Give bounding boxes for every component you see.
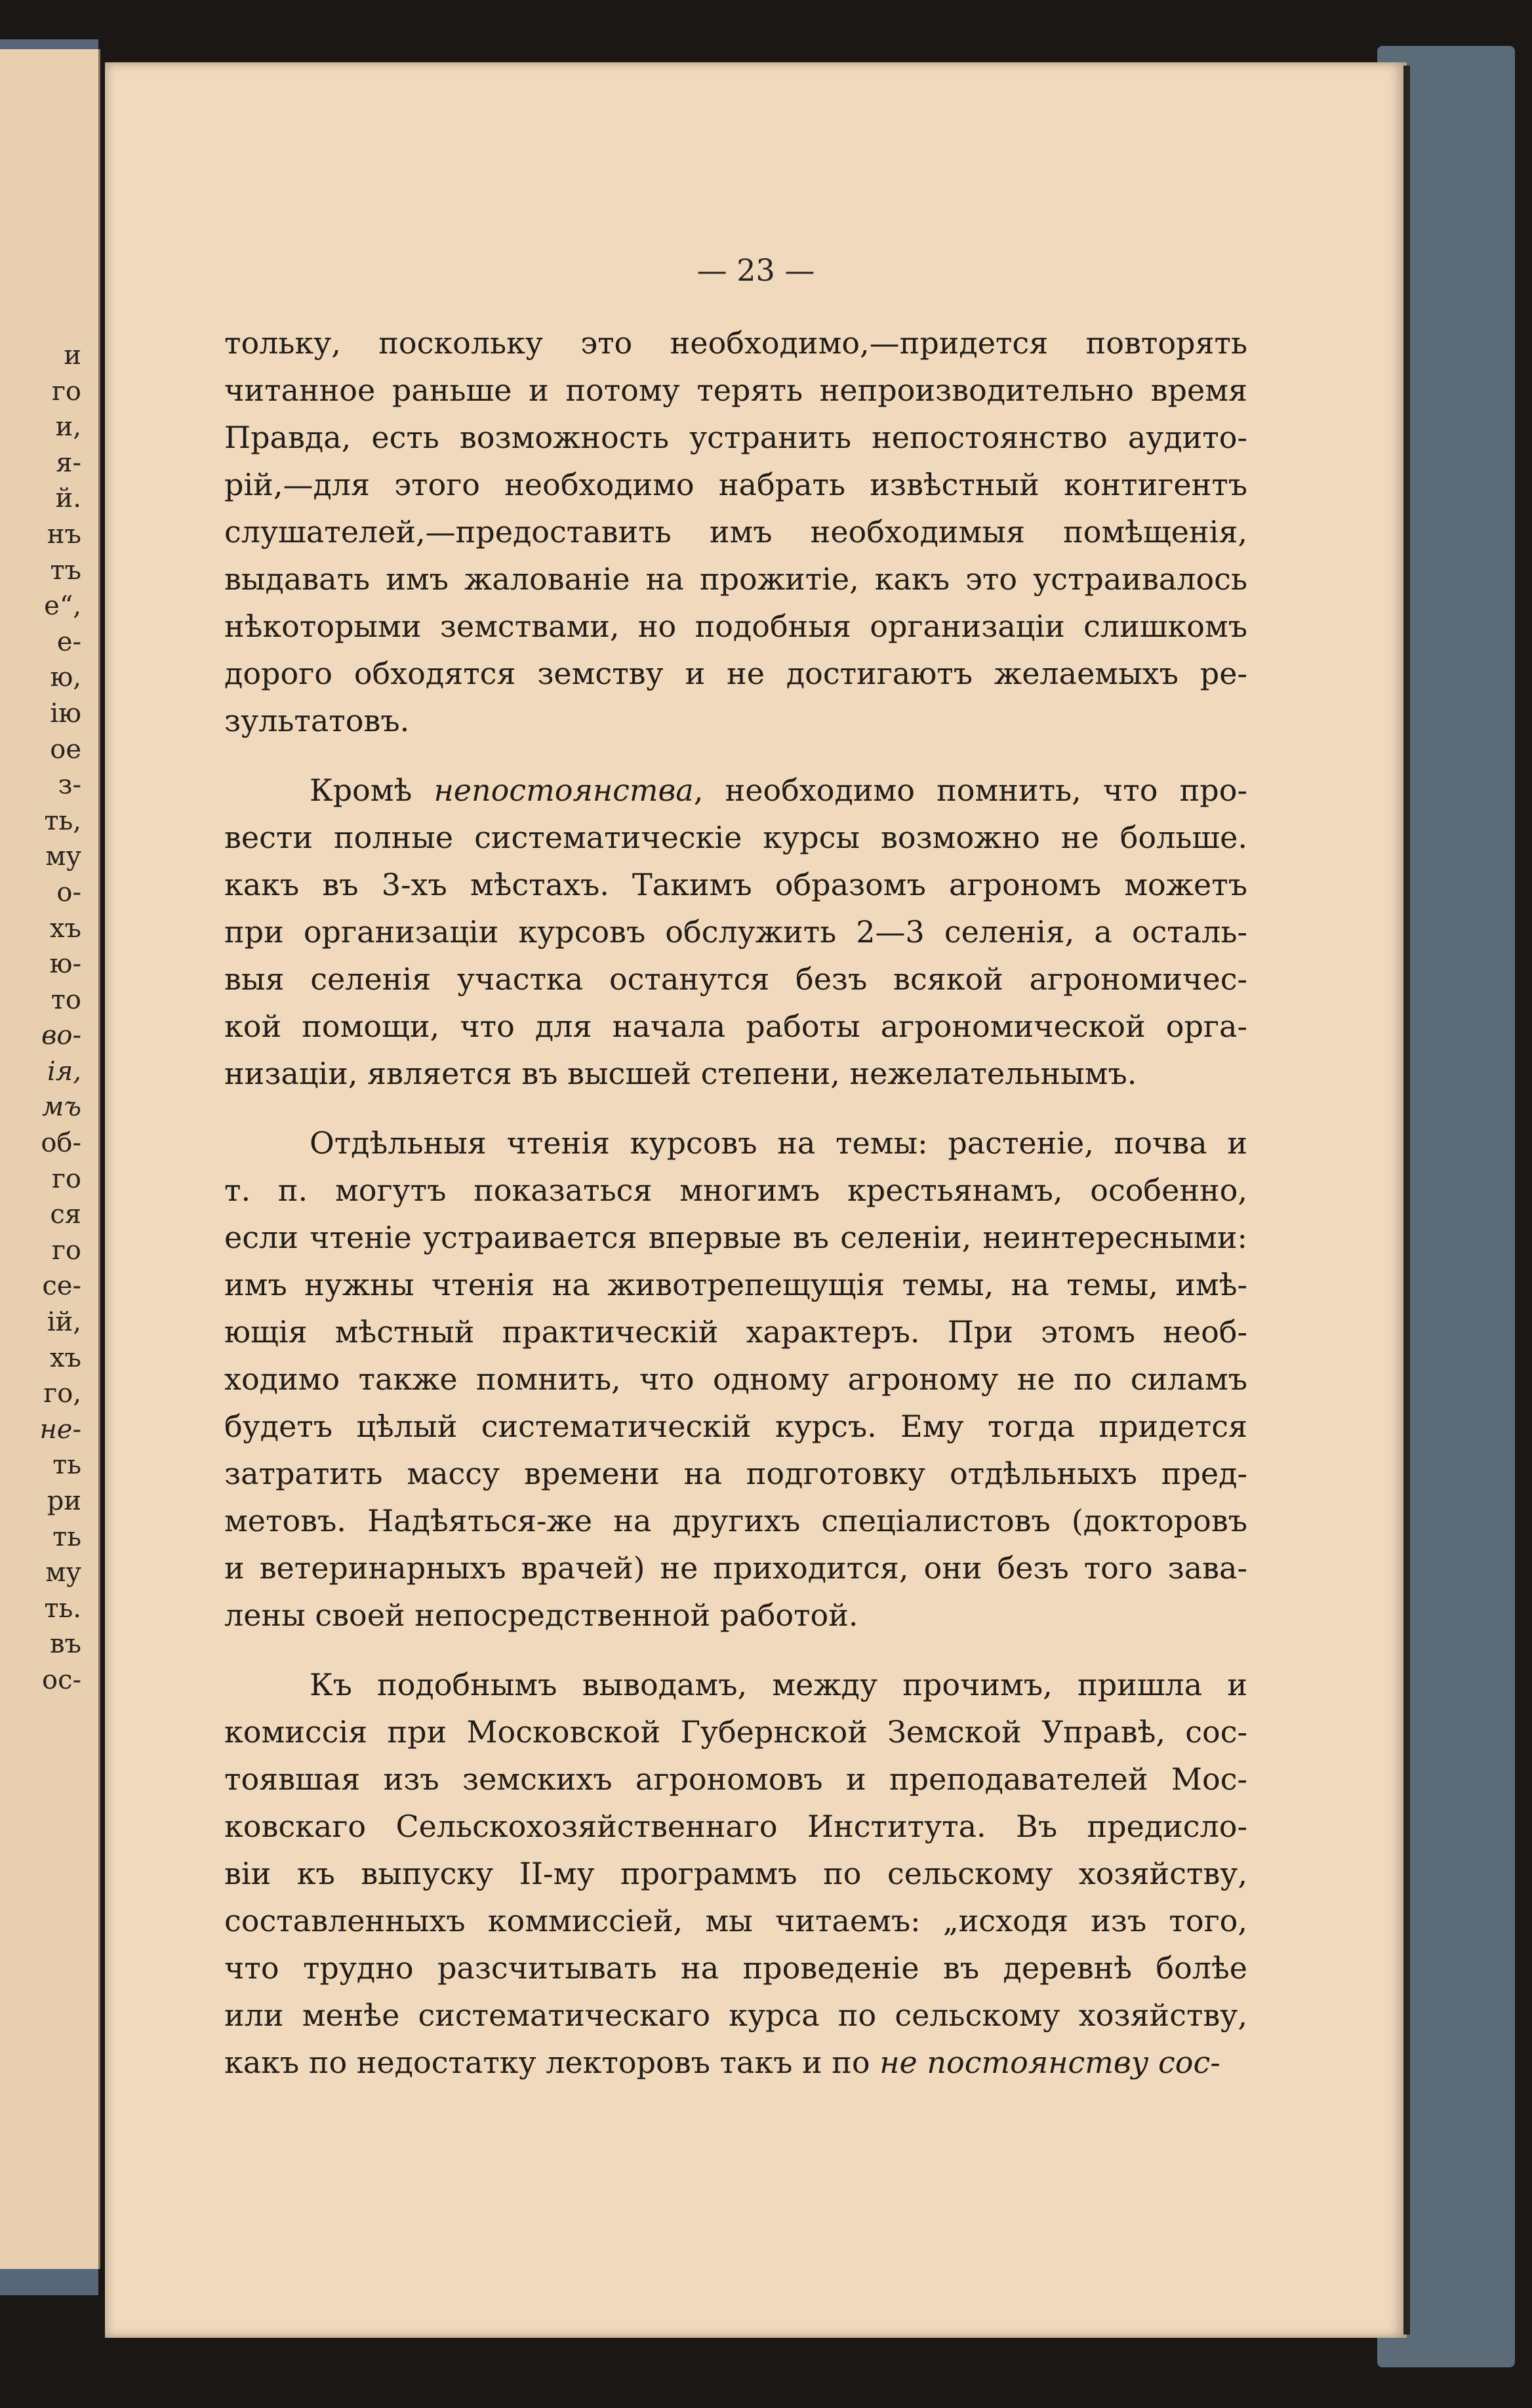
text-line: дорого обходятся земству и не достигаютъ желаемыхъ ре- <box>224 656 1247 691</box>
text-line: или менѣе систематическаго курса по сельскому хозяйству, <box>224 1997 1247 2033</box>
left-page-fragment: й. <box>55 483 81 514</box>
left-page-fragment: ть <box>52 1521 81 1552</box>
left-page-fragment: е“, <box>44 591 81 622</box>
left-page-fragment: е- <box>56 626 81 657</box>
left-page-fragment: не- <box>39 1414 81 1445</box>
text-line: выдавать имъ жалованіе на прожитіе, какъ это устраивалось <box>224 561 1247 597</box>
text-line: затратить массу времени на подготовку отдѣльныхъ пред- <box>224 1456 1247 1491</box>
left-page-fragment: и <box>64 340 81 371</box>
left-page-fragment: я- <box>56 447 81 478</box>
left-page-fragment: му <box>45 1557 81 1588</box>
text-line: низаціи, является въ высшей степени, нежелательнымъ. <box>224 1056 1137 1091</box>
left-page-fragment: ое <box>50 734 81 765</box>
text-line: слушателей,—предоставить имъ необходимыя помѣщенія, <box>224 514 1247 550</box>
left-page-fragment: ію <box>50 698 81 729</box>
left-page-fragment: об- <box>41 1128 81 1159</box>
paragraph <box>224 1119 1247 1639</box>
left-page-fragment: з- <box>58 770 81 801</box>
text-line: вести полные систематическіе курсы возможно не больше. <box>224 820 1247 855</box>
text-line: какъ въ 3-хъ мѣстахъ. Такимъ образомъ агрономъ можетъ <box>224 867 1247 902</box>
italic-text: не постоянству сос- <box>879 2045 1220 2080</box>
text-line: если чтеніе устраивается впервые въ селеніи, неинтересными: <box>224 1220 1247 1255</box>
left-page-fragment: ри <box>47 1486 81 1516</box>
text-line: лены своей непосредственной работой. <box>224 1597 858 1633</box>
page-body-text <box>224 319 1247 2108</box>
text-line: выя селенія участка останутся безъ всякой агрономичес- <box>224 961 1247 997</box>
text-line: ковскаго Сельскохозяйственнаго Института. Въ предисло- <box>224 1809 1247 1844</box>
left-page-fragment: хъ <box>49 913 81 944</box>
left-page-fragment: му <box>45 841 81 872</box>
text-line: Правда, есть возможность устранить непостоянство аудито- <box>224 420 1247 455</box>
left-page-fragment: ій, <box>47 1307 81 1338</box>
left-page-fragment: ос- <box>42 1664 81 1695</box>
text-line: будетъ цѣлый систематическій курсъ. Ему тогда придется <box>224 1409 1247 1444</box>
text-segment: какъ по недостатку лекторовъ такъ и по <box>224 2045 880 2080</box>
text-line: кой помощи, что для начала работы агрономической орга- <box>224 1009 1247 1044</box>
left-page-fragment: ть. <box>44 1593 81 1624</box>
left-page-fragment: го <box>51 1235 81 1266</box>
text-line: ходимо также помнить, что одному агроному не по силамъ <box>224 1361 1247 1397</box>
text-line: віи къ выпуску II-му программъ по сельскому хозяйству, <box>224 1856 1247 1891</box>
left-page-fragment: се- <box>42 1271 81 1302</box>
text-segment: Кромѣ <box>310 773 434 808</box>
right-page <box>105 62 1407 2338</box>
left-page-fragment: го <box>51 376 81 407</box>
left-page-fragment: тъ <box>50 555 81 586</box>
left-page-fragment: ся <box>50 1199 81 1230</box>
text-line: что трудно разсчитывать на проведеніе въ деревнѣ болѣе <box>224 1950 1247 1986</box>
left-page-fragment: о- <box>56 877 81 908</box>
left-page-fragment: то <box>50 984 81 1015</box>
italic-text: непостоянства <box>433 773 694 808</box>
text-line: тоявшая изъ земскихъ агрономовъ и преподавателей Мос- <box>224 1761 1247 1797</box>
left-page-fragment: ія, <box>47 1056 81 1087</box>
left-page-fragment: го, <box>43 1378 81 1409</box>
left-page-text-fragments <box>0 338 81 1698</box>
text-line: составленныхъ коммиссіей, мы читаемъ: „исходя изъ того, <box>224 1903 1247 1938</box>
text-line: метовъ. Надѣяться-же на другихъ спеціалистовъ (докторовъ <box>224 1503 1247 1538</box>
text-line: т. п. могутъ показаться многимъ крестьянамъ, особенно, <box>224 1173 1247 1208</box>
text-line: зультатовъ. <box>224 703 410 738</box>
left-page-fragment: и, <box>55 412 81 443</box>
text-line: читанное раньше и потому терять непроизводительно время <box>224 372 1247 408</box>
left-page-fragment: нъ <box>47 519 81 550</box>
page-number: — 23 — <box>696 252 815 288</box>
left-page <box>0 49 100 2269</box>
left-page-fragment: въ <box>50 1629 81 1660</box>
text-line: имъ нужны чтенія на животрепещущія темы, на темы, имѣ- <box>224 1267 1247 1302</box>
paragraph <box>224 767 1247 1097</box>
left-page-fragment: ю- <box>49 949 81 980</box>
text-line: при организаціи курсовъ обслужить 2—3 селенія, а осталь- <box>224 914 1247 950</box>
text-line: рій,—для этого необходимо набрать извѣстный контигентъ <box>224 467 1247 502</box>
text-segment: , необходимо помнить, что про- <box>693 773 1247 808</box>
text-line: и ветеринарныхъ врачей) не приходится, они безъ того зава- <box>224 1550 1247 1586</box>
left-page-fragment: ю, <box>50 662 81 693</box>
paragraph <box>224 319 1247 744</box>
text-line: нѣкоторыми земствами, но подобныя организаціи слишкомъ <box>224 609 1247 644</box>
text-line: тольку, поскольку это необходимо,—придется повторять <box>224 325 1247 361</box>
left-page-fragment: мъ <box>42 1092 81 1123</box>
text-line: Къ подобнымъ выводамъ, между прочимъ, пришла и <box>310 1667 1247 1702</box>
text-line <box>224 767 1247 814</box>
paragraph <box>224 1661 1247 2086</box>
left-page-fragment: ть, <box>44 805 81 836</box>
text-line: комиссія при Московской Губернской Земской Управѣ, сос- <box>224 1714 1247 1750</box>
left-page-fragment: во- <box>41 1020 81 1051</box>
left-page-fragment: ть <box>52 1450 81 1481</box>
text-line: Отдѣльныя чтенія курсовъ на темы: растеніе, почва и <box>310 1125 1247 1161</box>
text-line: ющія мѣстный практическій характеръ. При этомъ необ- <box>224 1314 1247 1350</box>
text-line <box>224 2039 1247 2086</box>
left-page-fragment: хъ <box>49 1342 81 1373</box>
page-edge <box>1403 66 1410 2335</box>
left-page-fragment: го <box>51 1163 81 1194</box>
